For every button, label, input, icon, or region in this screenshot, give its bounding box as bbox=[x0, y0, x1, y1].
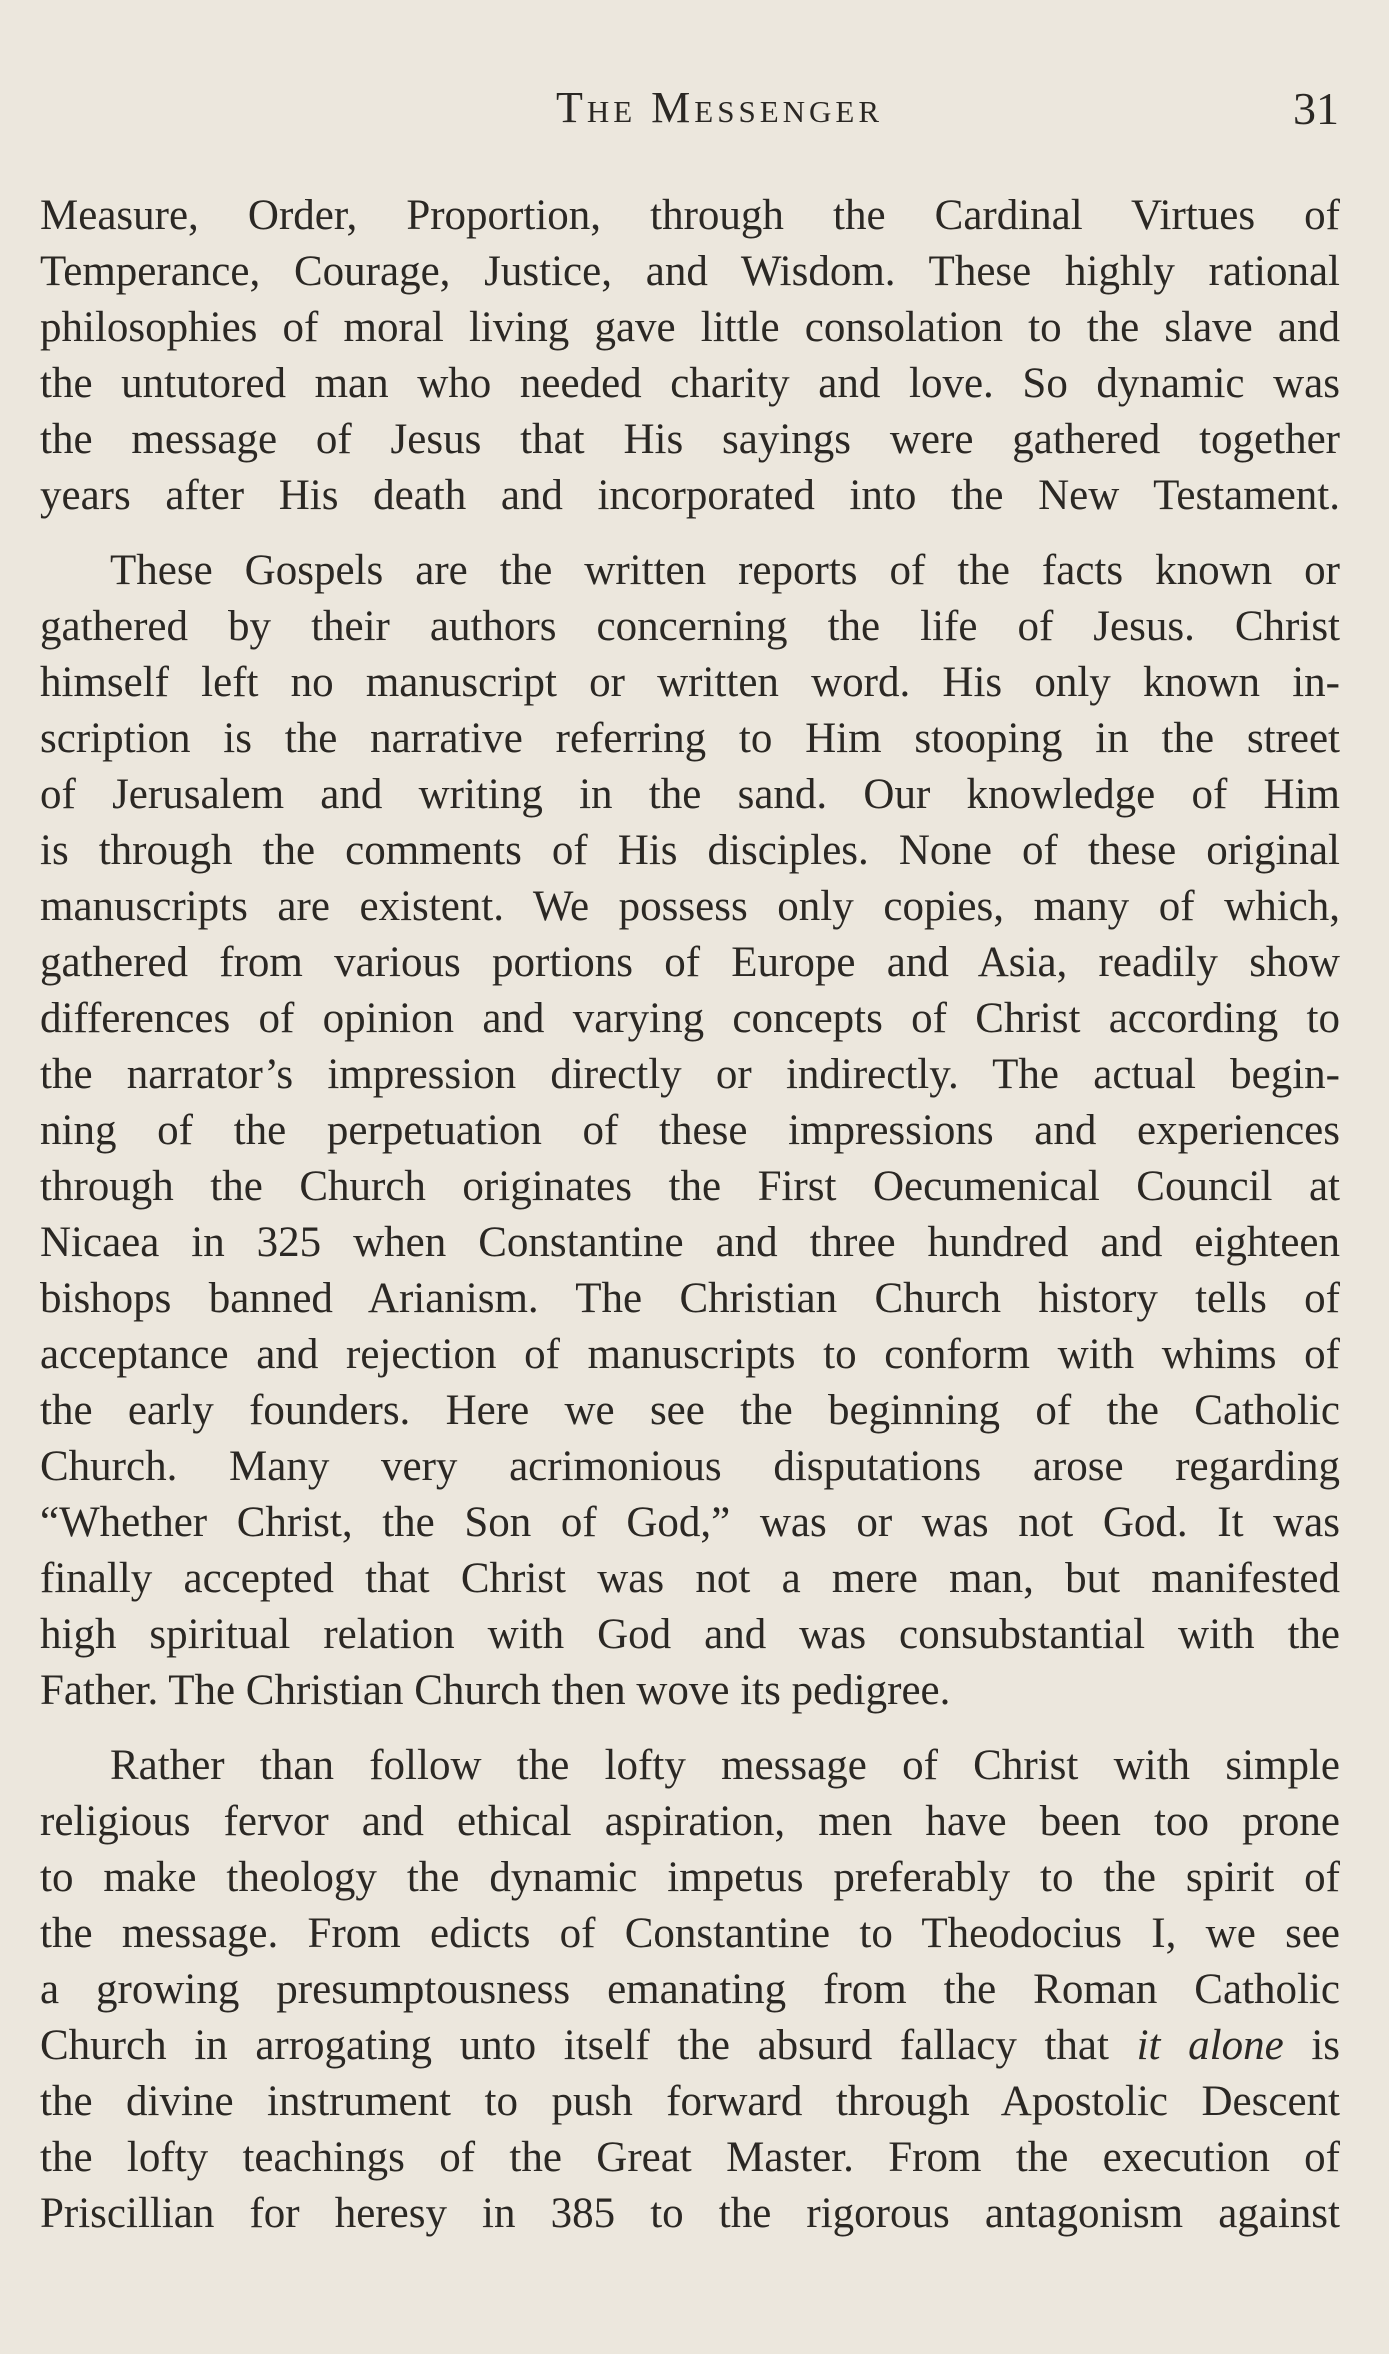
text-line: gathered by their authors concerning the life of Jesus. Christ bbox=[40, 603, 1340, 650]
text-line: “Whether Christ, the Son of God,” was or was not God. It was bbox=[40, 1499, 1340, 1546]
text-line: religious fervor and ethical aspiration, men have been too prone bbox=[40, 1798, 1340, 1845]
paragraph-2 bbox=[40, 543, 1340, 1719]
text-line: the narrator’s impression directly or indirectly. The actual begin- bbox=[40, 1051, 1340, 1098]
text-line: acceptance and rejection of manuscripts to conform with whims of bbox=[40, 1331, 1340, 1378]
text-line: These Gospels are the written reports of the facts known or bbox=[110, 547, 1340, 594]
paragraph-1 bbox=[40, 188, 1340, 524]
text-line: Temperance, Courage, Justice, and Wisdom. These highly rational bbox=[40, 248, 1340, 295]
text-line: of Jerusalem and writing in the sand. Our knowledge of Him bbox=[40, 771, 1340, 818]
text-line: the divine instrument to push forward through Apostolic Descent bbox=[40, 2078, 1340, 2125]
text-line: scription is the narrative referring to Him stooping in the street bbox=[40, 715, 1340, 762]
text-line: differences of opinion and varying concepts of Christ according to bbox=[40, 995, 1340, 1042]
text-line: to make theology the dynamic impetus preferably to the spirit of bbox=[40, 1854, 1340, 1901]
running-header bbox=[40, 82, 1339, 152]
text-line: himself left no manuscript or written word. His only known in- bbox=[40, 659, 1340, 706]
text-line: gathered from various portions of Europe and Asia, readily show bbox=[40, 939, 1340, 986]
text-line: the early founders. Here we see the beginning of the Catholic bbox=[40, 1387, 1340, 1434]
text-line: Church. Many very acrimonious disputations arose regarding bbox=[40, 1443, 1340, 1490]
text-line: Priscillian for heresy in 385 to the rigorous antagonism against bbox=[40, 2190, 1340, 2237]
text-line: bishops banned Arianism. The Christian Church history tells of bbox=[40, 1275, 1340, 1322]
text-line: Rather than follow the lofty message of Christ with simple bbox=[110, 1742, 1340, 1789]
text-line: the message of Jesus that His sayings were gathered together bbox=[40, 416, 1340, 463]
text-line: the lofty teachings of the Great Master. From the execution of bbox=[40, 2134, 1340, 2181]
text-line: Nicaea in 325 when Constantine and three hundred and eighteen bbox=[40, 1219, 1340, 1266]
text-line: years after His death and incorporated into the New Testament. bbox=[40, 472, 1340, 519]
italic-emphasis: it alone bbox=[1136, 2022, 1284, 2069]
text-line: high spiritual relation with God and was consubstantial with the bbox=[40, 1611, 1340, 1658]
text-line: the message. From edicts of Constantine to Theodocius I, we see bbox=[40, 1910, 1340, 1957]
body-text bbox=[40, 188, 1340, 2261]
paragraph-3 bbox=[40, 1738, 1340, 2242]
text-line: the untutored man who needed charity and love. So dynamic was bbox=[40, 360, 1340, 407]
text-line: ning of the perpetuation of these impressions and experiences bbox=[40, 1107, 1340, 1154]
running-title: The Messenger bbox=[555, 83, 884, 132]
text-line: Father. The Christian Church then wove its pedigree. bbox=[40, 1667, 951, 1714]
text-line: Measure, Order, Proportion, through the Cardinal Virtues of bbox=[40, 192, 1340, 239]
text-line: is through the comments of His disciples. None of these original bbox=[40, 827, 1340, 874]
text-line-with-italic: Church in arrogating unto itself the absurd fallacy that it alone is bbox=[40, 2022, 1340, 2069]
text-line: philosophies of moral living gave little consolation to the slave and bbox=[40, 304, 1340, 351]
text-line: through the Church originates the First Oecumenical Council at bbox=[40, 1163, 1340, 1210]
text-line: manuscripts are existent. We possess only copies, many of which, bbox=[40, 883, 1340, 930]
text-line: a growing presumptousness emanating from the Roman Catholic bbox=[40, 1966, 1340, 2013]
text-line: finally accepted that Christ was not a mere man, but manifested bbox=[40, 1555, 1340, 1602]
page-number: 31 bbox=[1293, 83, 1339, 134]
